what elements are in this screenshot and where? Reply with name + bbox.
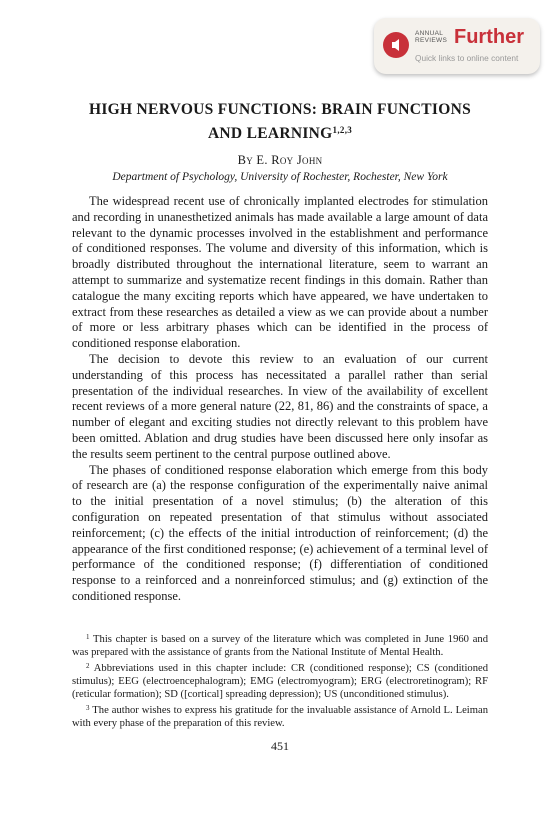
article-body (72, 194, 488, 605)
paragraph: The decision to devote this review to an evaluation of our current understanding of this process has necessitated a parallel rather than serial presentation of the individual researches. In view of the availability of excellent recent reviews of a more general nature (22, 81, 86) and the constraints of space, a number of elegant and exciting studies not directly relevant to this problem have been omitted. Ablation and drug studies have been discussed here only insofar as the results seem pertinent to the central purpose outlined above. (72, 351, 488, 461)
affiliation: Department of Psychology, University of Rochester, Rochester, New York (112, 171, 448, 183)
article-title: HIGH NERVOUS FUNCTIONS: BRAIN FUNCTIONS AND LEARNING$^{1,2,3}$ (88, 101, 472, 142)
page-number: 451 (271, 738, 289, 753)
further-brand: Further (454, 26, 524, 48)
footnote: $^1$ This chapter is based on a survey of the literature which was completed in June 1960 and was prepared with the assistance of grants from the National Institute of Mental Health. (72, 632, 489, 659)
paragraph: The widespread recent use of chronically implanted electrodes for stimulation and recording in unanesthetized animals has made available a large amount of data relevant to the dynamic processes involved in the establishment and performance of conditioned responses. The volume and diversity of this information, which is broadly distributed throughout the international literature, seem to warrant an attempt to summarize and systematize recent findings in this domain. Rather than catalogue the many exciting reports which have appeared, we have undertaken to extract from these researches as detailed a view as we can provide about a number of more or less arbitrary phases which can be identified in the process of conditioned response elaboration. (72, 194, 488, 351)
author: By E. Roy John (237, 153, 323, 167)
title-footnote-marks: 1,2,3 (332, 125, 353, 135)
annual-reviews-further-badge[interactable] (374, 18, 540, 74)
badge-subtitle: Quick links to online content (415, 53, 519, 63)
annual-reviews-logo-text: ANNUAL REVIEWS (415, 30, 448, 44)
paragraph: The phases of conditioned response elaboration which emerge from this body of research are (a) the response configuration of the experimentally naive animal to the initial presentation of a novel stimulus; (b) the alteration of this configuration on repeated presentation of that stimulus without associated reinforcement; (c) the effects of the initial introduction of reinforcement; (d) the appearance of the first conditioned response; (e) achievement of a terminal level of performance of the conditioned response; (f) differentiation of conditioned response to a reinforced and a nonreinforced stimulus; and (g) extinction of the conditioned response. (72, 462, 488, 603)
footnote: $^3$ The author wishes to express his gratitude for the invaluable assistance of Arnold L. Leiman with every phase of the preparation of this review. (72, 703, 488, 730)
speaker-icon (383, 32, 409, 58)
article-page (72, 100, 488, 754)
footnote: $^2$ Abbreviations used in this chapter include: CR (conditioned response); CS (conditioned stimulus); EEG (electroencephalogram); EMG (electromyogram); ERG (electroretinogram); RF (reticular formation); SD ([cortical] spreading depression); US (unconditioned stimulus). (72, 661, 488, 701)
footnotes (72, 631, 488, 731)
